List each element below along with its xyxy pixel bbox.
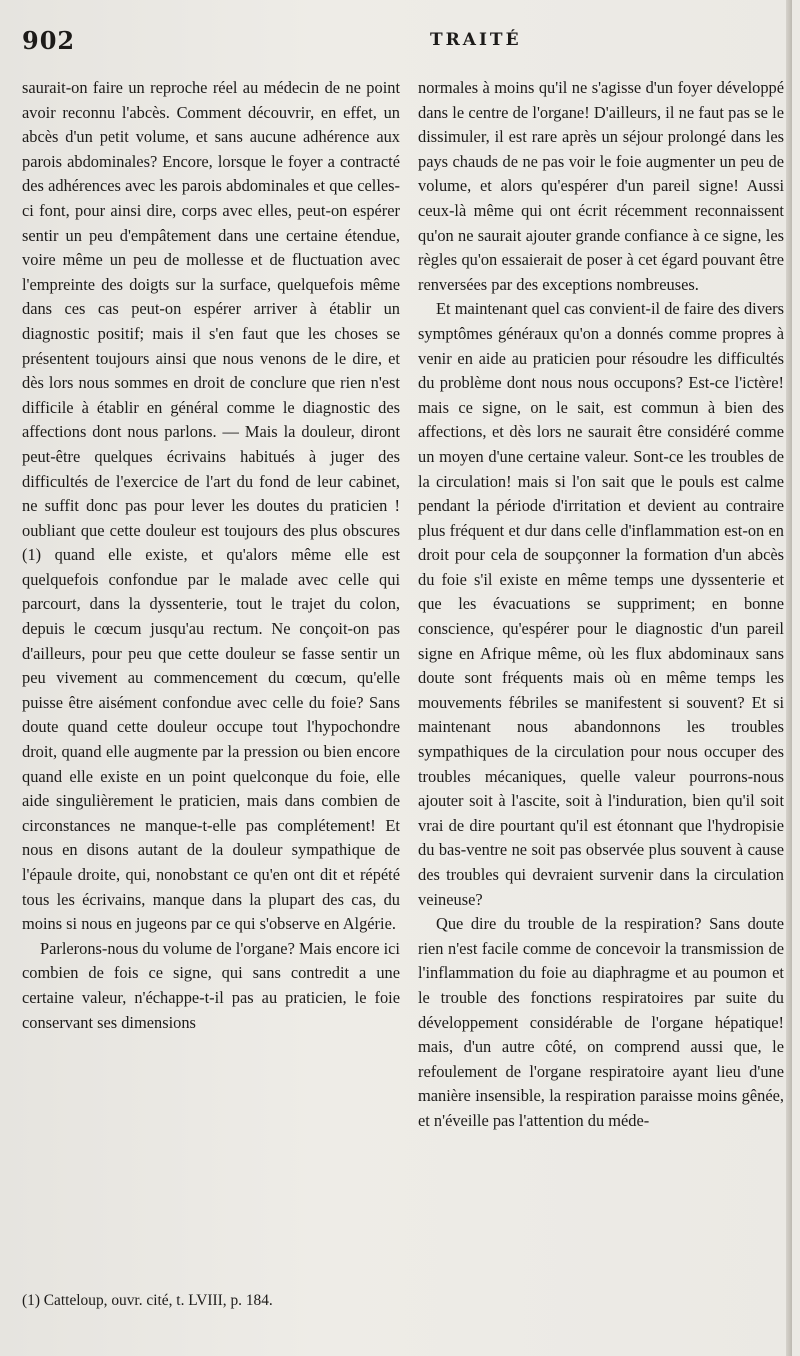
page-header — [0, 26, 800, 66]
paragraph: Que dire du trouble de la respiration? Sans doute rien n'est facile comme de concevoir la transmission de l'inflammation du foie au diaphragme et au poumon et le trouble des fonctions respiratoires par suite du développement considérable de l'organe hépatique! mais, d'un autre côté, on comprend aussi que, le refoulement de l'organe respiratoire ayant lieu d'une manière insensible, la respiration paraisse moins gênée, et n'éveille pas l'attention du méde- — [418, 914, 784, 1130]
page-edge — [786, 0, 792, 1356]
left-column — [22, 76, 400, 1035]
right-column — [418, 76, 784, 1134]
paragraph: Parlerons-nous du volume de l'organe? Mais encore ici combien de fois ce signe, qui sans contredit a une certaine valeur, n'échappe-t-il pas au praticien, le foie conservant ses dimensions — [22, 938, 400, 1032]
paragraph: Et maintenant quel cas convient-il de faire des divers symptômes généraux qu'on a donnés comme propres à venir en aide au praticien pour résoudre les difficultés du problème dont nous nous occupons? Est-ce l'ictère! mais ce signe, on le sait, est commun à bien des affections, et dès lors ne saurait être considéré comme un moyen d'une certaine valeur. Sont-ce les troubles de la circulation! mais si l'on sait que le pouls est calme pendant la période d'irritation et devient au contraire plus fréquent et dur dans celle d'inflammation est-on en droit pour cela de soupçonner la formation d'un abcès du foie s'il existe en même temps une dyssenterie et que les évacuations se suppriment; en bonne conscience, qu'espérer pour le diagnostic d'un pareil signe en Afrique même, où les flux abdominaux sans doute sont fréquents mais où en même temps les mouvements fébriles se manifestent si souvent? Et si maintenant nous abandonnons les troubles sympathiques de la circulation pour nous occuper des troubles mécaniques, quelle valeur pourrons-nous ajouter soit à l'ascite, soit à l'induration, bien qu'il soit vrai de dire pourtant qu'il est étonnant que l'hydropisie du bas-ventre ne soit pas observée plus souvent à cause des troubles qui devraient survenir dans la circulation veineuse? — [418, 299, 784, 909]
paragraph: saurait-on faire un reproche réel au médecin de ne point avoir reconnu l'abcès. Comment découvrir, en effet, un abcès d'un petit volume, et sans aucune adhérence aux parois abdominales? Encore, lorsque le foyer a contracté des adhérences avec les parois abdominales et que celles-ci font, pour ainsi dire, corps avec elles, peut-on espérer sentir un peu d'empâtement dans une certaine étendue, voire même un peu de mollesse et de fluctuation avec l'empreinte des doigts sur la surface, quelquefois même dans ces cas peut-on espérer arriver à établir un diagnostic positif; mais il s'en faut que les choses se présentent toujours ainsi que nous venons de le dire, et dès lors nous sommes en droit de conclure que rien n'est difficile à établir en général comme le diagnostic des affections dont nous parlons. — Mais la douleur, diront peut-être quelques écrivains habitués à juger des difficultés de l'exercice de l'art du fond de leur cabinet, ne suffit donc pas pour lever les doutes du praticien ! oubliant que cette douleur est toujours des plus obscures (1) quand elle existe, et qu'alors même elle est quelquefois confondue par le malade avec celle qui parcourt, dans la dyssenterie, tout le trajet du colon, depuis le cœcum jusqu'au rectum. Ne conçoit-on pas d'ailleurs, pour peu que cette douleur se fasse sentir un peu vivement au commencement du cœcum, qu'elle puisse être aisément confondue avec celle du foie? Sans doute quand cette douleur occupe tout l'hypochondre droit, quand elle augmente par la pression ou bien encore quand elle existe en un point quelconque du foie, elle aide singulièrement le praticien, mais dans combien de circonstances ne manque-t-elle pas complétement! Et nous en disons autant de la douleur sympathique de l'épaule droite, qui, nonobstant ce qu'en ont dit et répété tous les écrivains, manque dans la plupart des cas, du moins si nous en jugeons par ce qui s'observe en Algérie. — [22, 78, 400, 934]
footnote: (1) Catteloup, ouvr. cité, t. LVIII, p. 184. — [22, 1292, 273, 1309]
page-number: 902 — [22, 26, 76, 55]
paragraph: normales à moins qu'il ne s'agisse d'un foyer développé dans le centre de l'organe! D'ailleurs, il ne faut pas se le dissimuler, il est rare après un séjour prolongé dans les pays chauds de ne pas voir le foie augmenter un peu de volume, et alors qu'espérer d'un pareil signe! Aussi ceux-là même qui ont écrit récemment reconnaissent qu'on ne saurait ajouter grande confiance à ce signe, les règles qu'on essaierait de poser à cet égard pouvant être renversées par des exceptions nombreuses. — [418, 78, 784, 294]
running-title: TRAITÉ — [430, 30, 522, 50]
